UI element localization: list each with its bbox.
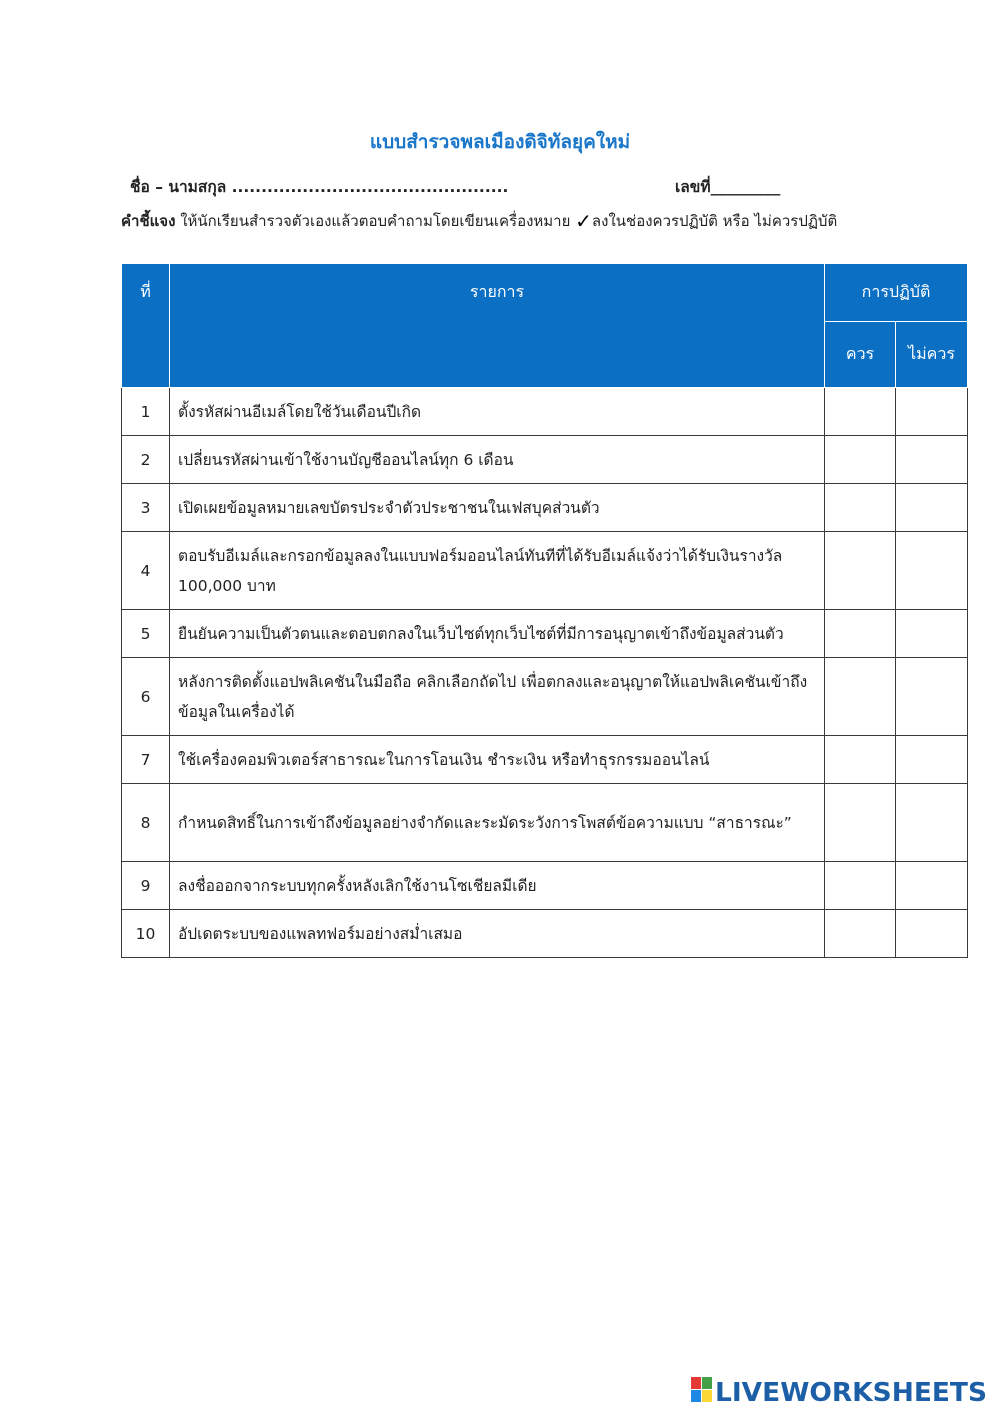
- instruction-label: คำชี้แจง: [121, 212, 176, 230]
- should-answer-cell[interactable]: [825, 910, 896, 958]
- worksheet-title: แบบสำรวจพลเมืองดิจิทัลยุคใหม่: [369, 131, 631, 153]
- table-row: [122, 736, 968, 784]
- survey-table: [121, 263, 968, 958]
- row-number: 8: [122, 784, 170, 862]
- should-answer-cell[interactable]: [825, 736, 896, 784]
- row-number: 6: [122, 658, 170, 736]
- should-answer-cell[interactable]: [825, 388, 896, 436]
- should-not-answer-cell[interactable]: [896, 610, 968, 658]
- table-row: [122, 436, 968, 484]
- table-row: [122, 910, 968, 958]
- logo-box-1: [691, 1377, 701, 1389]
- should-not-answer-cell[interactable]: [896, 388, 968, 436]
- header-practice: การปฏิบัติ: [825, 264, 968, 322]
- should-answer-cell[interactable]: [825, 862, 896, 910]
- logo-box-2: [702, 1377, 712, 1389]
- table-row: [122, 484, 968, 532]
- row-item-text: เปิดเผยข้อมูลหมายเลขบัตรประจำตัวประชาชนในเฟสบุคส่วนตัว: [170, 484, 825, 532]
- should-not-answer-cell[interactable]: [896, 862, 968, 910]
- row-number: 5: [122, 610, 170, 658]
- instruction-text-after: ลงในช่องควรปฏิบัติ หรือ ไม่ควรปฏิบัติ: [591, 212, 838, 230]
- table-row: [122, 784, 968, 862]
- should-answer-cell[interactable]: [825, 436, 896, 484]
- header-item: รายการ: [170, 264, 825, 388]
- should-not-answer-cell[interactable]: [896, 658, 968, 736]
- row-item-text: ใช้เครื่องคอมพิวเตอร์สาธารณะในการโอนเงิน ชำระเงิน หรือทำธุรกรรมออนไลน์: [170, 736, 825, 784]
- should-not-answer-cell[interactable]: [896, 784, 968, 862]
- row-item-text: ลงชื่อออกจากระบบทุกครั้งหลังเลิกใช้งานโซเชียลมีเดีย: [170, 862, 825, 910]
- table-row: [122, 610, 968, 658]
- row-number: 10: [122, 910, 170, 958]
- instruction-line: [121, 209, 837, 233]
- row-item-text: หลังการติดตั้งแอปพลิเคชันในมือถือ คลิกเลือกถัดไป เพื่อตกลงและอนุญาตให้แอปพลิเคชันเข้าถึงข้อมูลในเครื่องได้: [170, 658, 825, 736]
- should-not-answer-cell[interactable]: [896, 910, 968, 958]
- logo-text: LIVEWORKSHEETS: [715, 1378, 987, 1404]
- row-number: 7: [122, 736, 170, 784]
- row-item-text: กำหนดสิทธิ์ในการเข้าถึงข้อมูลอย่างจำกัดและระมัดระวังการโพสต์ข้อความแบบ “สาธารณะ”: [170, 784, 825, 862]
- row-item-text: อัปเดตระบบของแพลทฟอร์มอย่างสม่ำเสมอ: [170, 910, 825, 958]
- row-item-text: ตั้งรหัสผ่านอีเมล์โดยใช้วันเดือนปีเกิด: [170, 388, 825, 436]
- header-should-not: ไม่ควร: [896, 322, 968, 388]
- should-answer-cell[interactable]: [825, 484, 896, 532]
- should-not-answer-cell[interactable]: [896, 532, 968, 610]
- row-number: 2: [122, 436, 170, 484]
- table-row: [122, 388, 968, 436]
- student-number-field[interactable]: เลขที่_________: [675, 178, 781, 196]
- liveworksheets-logo: [691, 1376, 991, 1404]
- should-not-answer-cell[interactable]: [896, 736, 968, 784]
- row-number: 9: [122, 862, 170, 910]
- should-answer-cell[interactable]: [825, 784, 896, 862]
- header-number: ที่: [122, 264, 170, 388]
- should-answer-cell[interactable]: [825, 532, 896, 610]
- should-not-answer-cell[interactable]: [896, 484, 968, 532]
- header-should: ควร: [825, 322, 896, 388]
- should-answer-cell[interactable]: [825, 610, 896, 658]
- should-not-answer-cell[interactable]: [896, 436, 968, 484]
- instruction-text-before: ให้นักเรียนสำรวจตัวเองแล้วตอบคำถามโดยเขียนเครื่องหมาย: [175, 212, 576, 230]
- should-answer-cell[interactable]: [825, 658, 896, 736]
- table-row: [122, 532, 968, 610]
- logo-box-4: [702, 1390, 712, 1402]
- row-number: 3: [122, 484, 170, 532]
- row-number: 4: [122, 532, 170, 610]
- student-name-field[interactable]: ชื่อ – นามสกุล ...............................................: [130, 178, 509, 196]
- logo-box-3: [691, 1390, 701, 1402]
- row-item-text: เปลี่ยนรหัสผ่านเข้าใช้งานบัญชีออนไลน์ทุก 6 เดือน: [170, 436, 825, 484]
- table-row: [122, 862, 968, 910]
- row-item-text: ยืนยันความเป็นตัวตนและตอบตกลงในเว็บไซต์ทุกเว็บไซต์ที่มีการอนุญาตเข้าถึงข้อมูลส่วนตัว: [170, 610, 825, 658]
- survey-table-body: [122, 388, 968, 958]
- check-mark-icon: ✓: [575, 209, 592, 233]
- row-item-text: ตอบรับอีเมล์และกรอกข้อมูลลงในแบบฟอร์มออนไลน์ทันทีที่ได้รับอีเมล์แจ้งว่าได้รับเงินรางวัล 100,000 บาท: [170, 532, 825, 610]
- table-row: [122, 658, 968, 736]
- row-number: 1: [122, 388, 170, 436]
